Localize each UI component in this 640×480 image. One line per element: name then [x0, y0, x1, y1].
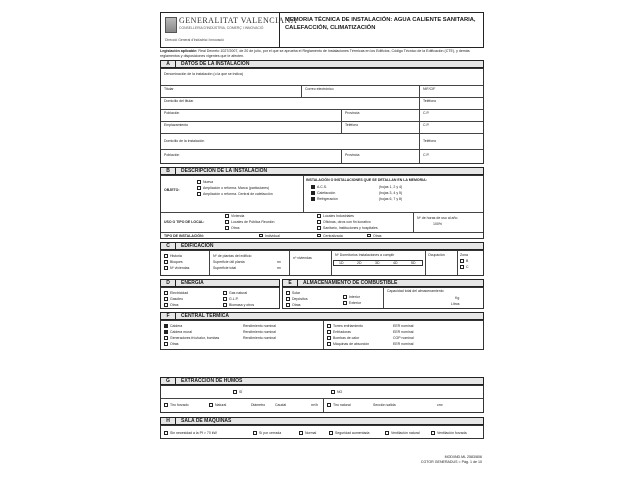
checkbox-bloques[interactable]	[164, 260, 168, 264]
field-label: Superficie total	[213, 266, 237, 270]
option-label: Bombas de calor	[333, 336, 360, 340]
section-letter: F	[161, 313, 176, 319]
section-title: DATOS DE LA INSTALACIÓN	[181, 61, 250, 67]
checkbox-calefaccion[interactable]	[311, 191, 315, 195]
field-label: Teléfono	[423, 99, 437, 103]
option-label: Centralizada	[323, 233, 343, 238]
section-b-header	[160, 167, 484, 175]
field-label: USO O TIPO DE LOCAL:	[164, 220, 205, 224]
checkbox-otras-central[interactable]	[164, 342, 168, 346]
section-f-header	[160, 312, 484, 320]
option-note: (hojas 1, 2 y 4)	[379, 185, 403, 189]
option-label: Interior	[349, 295, 360, 299]
section-letter: D	[161, 280, 176, 286]
unit-label: Kg	[455, 296, 460, 300]
checkbox-vent-natural[interactable]	[385, 431, 389, 435]
unit-label: cm²	[437, 403, 443, 407]
form-page	[160, 12, 484, 470]
field-label: Teléfono	[345, 123, 359, 127]
checkbox-maquinas-absorcion[interactable]	[327, 342, 331, 346]
checkbox-enfriadoras[interactable]	[327, 330, 331, 334]
grid-value: 5D	[411, 261, 416, 265]
checkbox-refrigeracion[interactable]	[311, 197, 315, 201]
option-label: Sin necesidad a la Pf > 70 kW	[170, 431, 217, 435]
section-title: ALMACENAMIENTO DE COMBUSTIBLE	[303, 280, 398, 286]
option-label: B	[466, 259, 469, 263]
option-label: Otras	[170, 342, 179, 346]
section-letter: G	[161, 378, 176, 384]
option-label: Oficinas, otros con fin lucrativo	[323, 220, 371, 224]
field-label: TIPO DE INSTALACIÓN:	[164, 233, 204, 238]
section-c-header	[160, 242, 484, 250]
field-label: Domicilio de la instalación	[164, 139, 205, 143]
field-label: Caudal	[275, 403, 287, 407]
section-title: EXTRACCIÓN DE HUMOS	[181, 378, 243, 384]
checkbox-biomasa[interactable]	[223, 303, 227, 307]
section-f-body	[160, 320, 484, 350]
legal-text: Real Decreto 1027/2007, de 20 de julio, por el que se aprueba el Reglamento de Instalaciones Térmicas en los Edificios, Código Técnico de la Edificación (CTE), y demás reglamentos y disposiciones vigentes que le afecten.	[160, 49, 470, 58]
checkbox-natural[interactable]	[209, 403, 213, 407]
section-d-body	[160, 287, 280, 309]
option-note: (hojas 3, 4 y 5)	[379, 191, 403, 195]
option-label: Torres enfriamiento	[333, 324, 363, 328]
checkbox-torres[interactable]	[327, 324, 331, 328]
logo-subtitle: CONSELLERIA D'INDÚSTRIA, COMERÇ I INNOVACIÓ	[179, 26, 264, 30]
section-a-body	[160, 68, 484, 164]
checkbox-acs[interactable]	[311, 185, 315, 189]
option-label: Bloques	[170, 260, 183, 264]
section-h-header	[160, 417, 484, 425]
option-label: Locales Industriales	[323, 214, 354, 218]
section-g-body	[160, 385, 484, 413]
checkbox-si[interactable]	[233, 390, 237, 394]
checkbox-gasoleo[interactable]	[164, 297, 168, 301]
form-title: MEMORIA TÉCNICA DE INSTALACIÓN: AGUA CALIENTE SANITARIA, CALEFACCIÓN, CLIMATIZACIÓN	[285, 17, 476, 31]
field-label: C.P.	[423, 123, 430, 127]
option-label: Vivienda	[231, 214, 245, 218]
field-label: Nº Dormitorios Instalaciones a cumplir	[335, 253, 395, 257]
coat-of-arms-icon	[165, 17, 177, 33]
section-d-header	[160, 279, 280, 287]
field-label: Domicilio del titular	[164, 99, 194, 103]
field-label: Población	[164, 153, 180, 157]
unit-label: m²	[277, 266, 282, 270]
option-label: Ampliación o reforma. Marca (particulares)	[203, 186, 270, 190]
logo-subtitle-2: Direcció General d'Indústria i Innovació	[165, 38, 224, 42]
option-label: Gas natural	[229, 291, 248, 295]
section-title: CENTRAL TÉRMICA	[181, 313, 229, 319]
checkbox-vent-forzada[interactable]	[431, 431, 435, 435]
field-label: EER nominal	[393, 330, 414, 334]
checkbox-zona-c[interactable]	[460, 265, 464, 269]
option-label: Enfriadoras	[333, 330, 351, 334]
checkbox-sala-cerrada[interactable]	[253, 431, 257, 435]
field-label: nº viviendas	[293, 256, 312, 260]
unit-label: m²	[277, 260, 282, 264]
section-e-body	[282, 287, 484, 309]
section-letter: H	[161, 418, 176, 424]
grid-value: 3D	[375, 261, 380, 265]
field-label: Provincia	[345, 153, 360, 157]
section-h-body	[160, 425, 484, 439]
option-label: Tiro forzado	[170, 403, 189, 407]
field-label: Denominación de la instalación (o la que se indica)	[164, 72, 243, 76]
option-label: Otros	[170, 303, 179, 307]
field-value: 100%	[433, 222, 442, 226]
checkbox-glp[interactable]	[223, 297, 227, 301]
section-letter: C	[161, 243, 176, 249]
checkbox-otras-almac[interactable]	[286, 303, 290, 307]
checkbox-tiro-natural[interactable]	[327, 403, 331, 407]
option-label: Caldera	[170, 324, 183, 328]
option-note: (hojas 6, 7 y 8)	[379, 197, 403, 201]
field-label: OBJETO:	[164, 188, 180, 192]
option-label: Otras	[373, 233, 382, 238]
option-label: Otros	[231, 226, 240, 230]
field-label: Diámetro	[251, 403, 266, 407]
option-label: SÍ	[239, 390, 243, 394]
section-e-header	[282, 279, 484, 287]
field-label: Rendimiento nominal	[243, 330, 276, 334]
checkbox-electricidad[interactable]	[164, 291, 168, 295]
field-label: Correo electrónico	[305, 87, 334, 91]
section-title: DESCRIPCIÓN DE LA INSTALACIÓN	[181, 168, 268, 174]
footer-code-1: MOD/IND.ML 2583/806	[444, 455, 482, 459]
option-label: Gasóleo	[170, 297, 184, 301]
option-label: NO	[337, 390, 343, 394]
footer-code-2: CGTOR GENERADUS = Pág. 1 de 10	[420, 460, 482, 464]
option-label: Máquinas de absorción	[333, 342, 370, 346]
checkbox-tiro-forzado[interactable]	[164, 403, 168, 407]
field-label: COP nominal	[393, 336, 414, 340]
checkbox-vivienda[interactable]	[225, 214, 229, 218]
section-b-body	[160, 175, 484, 239]
legal-label: Legislación aplicable:	[160, 49, 198, 53]
option-label: Electricidad	[170, 291, 189, 295]
option-label: Exterior	[349, 301, 362, 305]
option-label: Generadores frío/calor, bombas	[170, 336, 220, 340]
section-title: SALA DE MÁQUINAS	[181, 418, 232, 424]
option-label: Tiro natural	[333, 403, 351, 407]
unit-label: m³/h	[311, 403, 318, 407]
checkbox-generadores[interactable]	[164, 336, 168, 340]
field-label: Titular	[164, 87, 174, 91]
unit-label: Litros	[451, 302, 460, 306]
field-label: Nº de horas de uso al año	[417, 216, 458, 220]
checkbox-otros-energia[interactable]	[164, 303, 168, 307]
grid-value: 4D	[393, 261, 398, 265]
option-label: Normal	[305, 431, 317, 435]
option-label: A.C.S.	[317, 185, 328, 189]
option-label: Historia	[170, 254, 182, 258]
field-label: Superficie útil planta	[213, 260, 245, 264]
option-label: Caldera mural	[170, 330, 192, 334]
checkbox-bombas-calor[interactable]	[327, 336, 331, 340]
checkbox-ampliacion-1[interactable]	[197, 186, 201, 190]
option-label: Nueva	[203, 180, 214, 184]
option-label: Nº viviendas	[170, 266, 190, 270]
section-title: EDIFICACIÓN	[181, 243, 214, 249]
checkbox-gas-natural[interactable]	[223, 291, 227, 295]
field-label: Nº de plantas del edificio	[213, 254, 252, 258]
option-label: Natural	[215, 403, 227, 407]
option-label: Sí por cerrada	[259, 431, 282, 435]
option-label: Solar	[292, 291, 301, 295]
field-label: Provincia	[345, 111, 360, 115]
section-letter: A	[161, 61, 176, 67]
section-letter: B	[161, 168, 176, 174]
checkbox-caldera[interactable]	[164, 324, 168, 328]
checkbox-viviendas[interactable]	[164, 266, 168, 270]
section-a-header	[160, 60, 484, 68]
section-title: ENERGÍA	[181, 280, 204, 286]
option-label: Depósitos	[292, 297, 308, 301]
option-label: Seguridad aumentada	[335, 431, 370, 435]
checkbox-depositos[interactable]	[286, 297, 290, 301]
field-label: Zona	[460, 253, 468, 257]
option-label: Calefacción	[317, 191, 336, 195]
option-label: Biomasa y otros	[229, 303, 255, 307]
checkbox-local[interactable]	[225, 220, 229, 224]
checkbox-solar[interactable]	[286, 291, 290, 295]
checkbox-nueva[interactable]	[197, 180, 201, 184]
field-label: Sección salida	[373, 403, 396, 407]
option-label: Sanitario, Instituciones y hospitales	[323, 226, 378, 230]
checkbox-otras[interactable]	[367, 234, 371, 238]
logo-block	[161, 13, 298, 47]
checkbox-normal[interactable]	[299, 431, 303, 435]
field-label: C.P.	[423, 111, 430, 115]
grid-value: 1D	[339, 261, 344, 265]
option-label: Otras	[292, 303, 301, 307]
option-label: Ventilación forzada	[437, 431, 467, 435]
checkbox-ampliacion-2[interactable]	[197, 192, 201, 196]
field-label: EER nominal	[393, 342, 414, 346]
field-label: Capacidad total del almacenamiento	[387, 289, 444, 293]
checkbox-interior[interactable]	[343, 295, 347, 299]
option-label: Ventilación natural	[391, 431, 420, 435]
grid-value: 2D	[357, 261, 362, 265]
form-header	[160, 12, 484, 48]
checkbox-historia[interactable]	[164, 254, 168, 258]
option-label: C	[466, 265, 469, 269]
checkbox-otros[interactable]	[225, 226, 229, 230]
field-label: NIF/CIF	[423, 87, 436, 91]
field-label: EER nominal	[393, 324, 414, 328]
option-label: Individual	[265, 233, 280, 238]
checkbox-sanitario[interactable]	[317, 226, 321, 230]
logo-text: GENERALITAT VALENCIANA	[179, 16, 298, 25]
field-label: Rendimiento nominal	[243, 336, 276, 340]
checkbox-locales-industriales[interactable]	[317, 214, 321, 218]
checkbox-caldera-mural[interactable]	[164, 330, 168, 334]
field-label: INSTALACIÓN O INSTALACIONES QUE SE DETALLAN EN LA MEMORIA:	[306, 178, 427, 182]
checkbox-zona-b[interactable]	[460, 259, 464, 263]
legal-notice	[160, 49, 484, 58]
checkbox-necesidad[interactable]	[164, 431, 168, 435]
field-label: Emplazamiento	[164, 123, 189, 127]
checkbox-seguridad[interactable]	[329, 431, 333, 435]
checkbox-no[interactable]	[331, 390, 335, 394]
field-label: Población	[164, 111, 180, 115]
checkbox-centralizada[interactable]	[317, 234, 321, 238]
option-label: Locales de Pública Reunión	[231, 220, 275, 224]
field-label: Teléfono	[423, 139, 437, 143]
field-label: C.P.	[423, 153, 430, 157]
section-g-header	[160, 377, 484, 385]
checkbox-individual[interactable]	[259, 234, 263, 238]
section-letter: E	[283, 280, 298, 286]
option-label: Ampliación o reforma. Central de calefacción	[203, 192, 273, 196]
option-label: Refrigeración	[317, 197, 338, 201]
checkbox-exterior[interactable]	[343, 301, 347, 305]
field-label: Rendimiento nominal	[243, 324, 276, 328]
section-c-body	[160, 250, 484, 276]
option-label: G.L.P.	[229, 297, 239, 301]
checkbox-oficinas[interactable]	[317, 220, 321, 224]
field-label: Ocupación	[428, 253, 445, 257]
